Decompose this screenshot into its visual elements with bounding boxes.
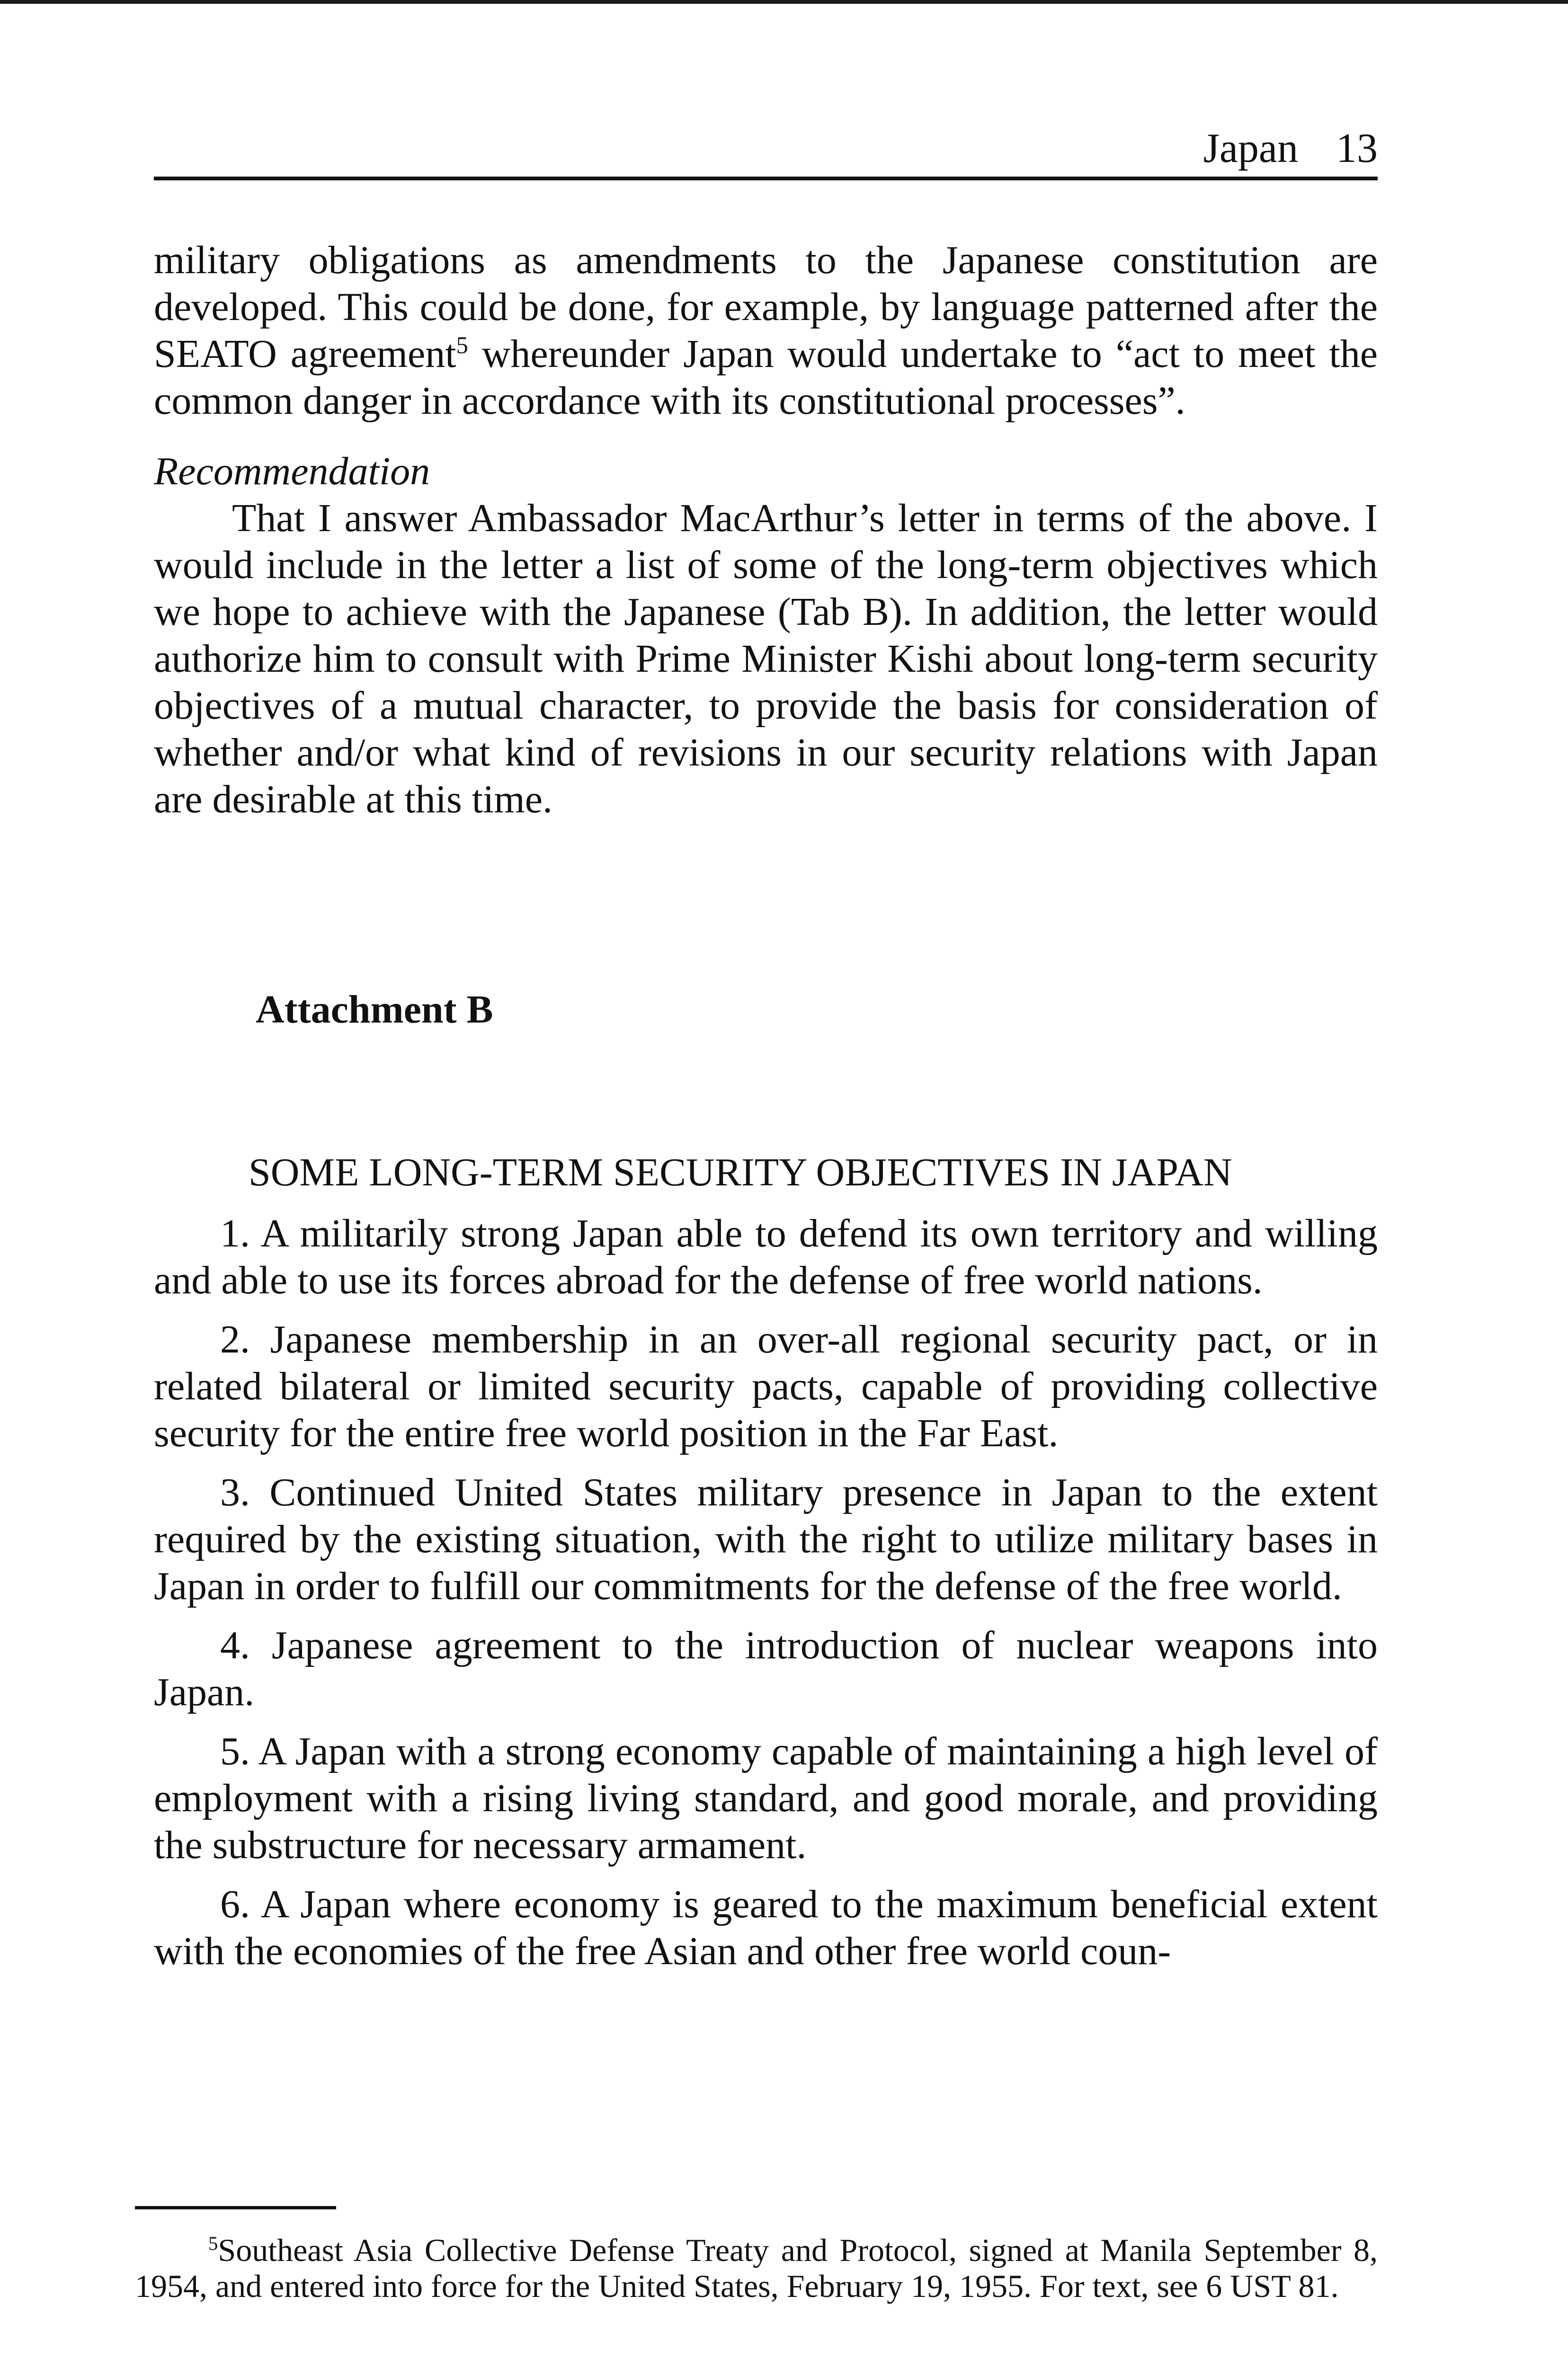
objective-item-4: 4. Japanese agreement to the introduction of nuclear weapons into Japan. (154, 1623, 1378, 1714)
footnote (135, 2232, 1378, 2304)
footnote-reference: 5 (456, 332, 468, 358)
footnote-divider (135, 2206, 336, 2209)
objective-item-1: 1. A militarily strong Japan able to defend its own territory and willing and able to use its forces abroad for the defense of free world nations. (154, 1211, 1378, 1302)
header-text (1203, 121, 1378, 177)
recommendation-heading: Recommendation (154, 449, 430, 493)
objective-item-3: 3. Continued United States military presence in Japan to the extent required by the existing situation, with the right to utilize military bases in Japan in order to fulfill our commitments for the defense of the free world. (154, 1470, 1378, 1608)
running-header (154, 121, 1378, 180)
footnote-text: Southeast Asia Collective Defense Treaty and Protocol, signed at Manila September 8, 1954, and entered into force for the United States, February 19, 1955. For text, see 6 UST 81. (135, 2232, 1378, 2304)
footnote-marker: 5 (208, 2233, 218, 2254)
attachment-heading: Attachment B (256, 988, 493, 1032)
objective-item-5: 5. A Japan with a strong economy capable of maintaining a high level of employment with a rising living standard, and good morale, and providing the substructure for necessary armament. (154, 1729, 1378, 1867)
objective-item-2: 2. Japanese membership in an over-all regional security pact, or in related bilateral or limited security pacts, capable of providing collective security for the entire free world position in the Far East. (154, 1317, 1378, 1455)
recommendation-paragraph: That I answer Ambassador MacArthur’s letter in terms of the above. I would include in the letter a list of some of the long-term objectives which we hope to achieve with the Japanese (Tab B). In addition, the letter would authorize him to consult with Prime Minister Kishi about long-term security objectives of a mutual character, to provide the basis for consideration of whether and/or what kind of revisions in our security relations with Japan are desirable at this time. (154, 496, 1378, 821)
page-body (154, 237, 1378, 1975)
section-title: SOME LONG-TERM SECURITY OBJECTIVES IN JAPAN (249, 1150, 1232, 1194)
scan-top-edge (0, 0, 1568, 4)
paragraph-continuation (154, 237, 1378, 424)
page-number: 13 (1336, 125, 1378, 171)
running-title: Japan (1203, 125, 1298, 171)
objective-item-6: 6. A Japan where economy is geared to the maximum beneficial extent with the economies of the free Asian and other free world coun- (154, 1882, 1378, 1973)
paragraph-continuation-text-a: military obligations as amendments to the Japanese constitution are developed. This could be done, for example, by language patterned after the SEATO agreement (154, 238, 1378, 376)
paragraph-continuation-text-b: whereunder Japan would undertake to “act to meet the common danger in accordance with its constitutional processes”. (154, 332, 1378, 423)
